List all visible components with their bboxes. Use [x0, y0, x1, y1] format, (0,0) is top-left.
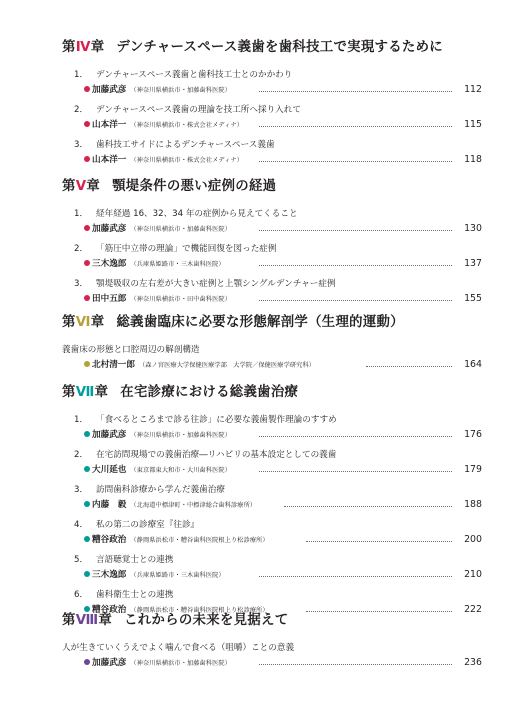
entry-title: 2． デンチャースペース義歯の理論を技工所へ採り入れて — [74, 105, 301, 115]
chapter-heading — [62, 383, 482, 403]
chapter-roman-numeral: Ⅴ — [75, 179, 87, 194]
dot-leader — [259, 471, 452, 472]
chapter-heading — [62, 177, 482, 197]
chapter-title: 在宅診療における総義歯治療 — [120, 385, 299, 400]
toc-entry[interactable] — [62, 208, 482, 243]
bullet-dot-icon — [84, 659, 90, 665]
chapter-title: デンチャースペース義歯を歯科技工で実現するために — [116, 40, 443, 55]
dot-leader — [259, 265, 452, 266]
chapter-title: 顎堤条件の悪い症例の経過 — [112, 179, 277, 194]
chapter-roman-numeral: Ⅵ — [75, 315, 91, 330]
page-number: 118 — [464, 154, 482, 165]
chapter-suffix: 章 — [90, 315, 105, 330]
toc-entry[interactable] — [62, 449, 482, 484]
author-affiliation: （森ノ宮医療大学保健医療学部 大学院／保健医療学研究科） — [138, 362, 316, 369]
bullet-dot-icon — [84, 361, 90, 367]
chapter-roman-numeral: Ⅶ — [75, 385, 95, 400]
entry-title: 1． 「食べるところまで診る往診」に必要な義歯製作理論のすすめ — [74, 415, 337, 425]
entry-title: 1． デンチャースペース義歯と歯科技工士とのかかわり — [74, 70, 293, 80]
entry-author-line — [84, 359, 482, 371]
entry-author-line — [84, 258, 482, 270]
chapter-prefix: 第 — [62, 385, 76, 400]
entry-author-line — [84, 464, 482, 476]
author-name: 山本洋一 — [92, 155, 127, 165]
entry-author-line — [84, 429, 482, 441]
entry-title: 2． 「筋圧中立帯の理論」で機能回復を図った症例 — [74, 244, 277, 254]
author-name: 加藤武彦 — [92, 658, 127, 668]
entry-title: 3． 歯科技工サイドによるデンチャースペース義歯 — [74, 140, 275, 150]
dot-leader — [259, 436, 452, 437]
dot-leader — [259, 230, 452, 231]
bullet-dot-icon — [84, 260, 90, 266]
author-affiliation: （神奈川県横浜市・株式会社メディナ） — [130, 157, 244, 164]
page-number: 115 — [464, 119, 482, 130]
chapter-8 — [62, 611, 482, 677]
toc-entry[interactable] — [62, 484, 482, 519]
toc-entry[interactable] — [62, 554, 482, 589]
author-name: 加藤武彦 — [92, 430, 127, 440]
page-number: 200 — [464, 534, 482, 545]
entry-author-line — [84, 569, 482, 581]
toc-entry[interactable] — [62, 642, 482, 677]
dot-leader — [284, 506, 452, 507]
author-affiliation: （神奈川県横浜市・株式会社メディナ） — [130, 122, 244, 129]
chapter-prefix: 第 — [62, 40, 76, 55]
author-affiliation: （神奈川県横浜市・加藤歯科医院） — [130, 660, 231, 667]
dot-leader — [259, 664, 452, 665]
page-number: 130 — [464, 223, 482, 234]
toc-entry[interactable] — [62, 69, 482, 104]
author-affiliation: （静岡県浜松市・糟谷歯科医院根上り松診療所） — [130, 537, 269, 544]
chapter-roman-numeral: Ⅳ — [75, 40, 91, 55]
dot-leader — [259, 300, 452, 301]
author-name: 加藤武彦 — [92, 224, 127, 234]
chapter-suffix: 章 — [98, 613, 113, 628]
entry-title: 5． 言語聴覚士との連携 — [74, 555, 174, 565]
dot-leader — [366, 366, 452, 367]
author-name: 三木逸郎 — [92, 570, 127, 580]
entry-author-line — [84, 499, 482, 511]
page-number: 176 — [464, 429, 482, 440]
dot-leader — [259, 126, 452, 127]
entry-author-line — [84, 119, 482, 131]
toc-entry[interactable] — [62, 278, 482, 313]
page-number: 179 — [464, 464, 482, 475]
toc-entry[interactable] — [62, 344, 482, 379]
bullet-dot-icon — [84, 121, 90, 127]
author-name: 北村清一郎 — [92, 360, 135, 370]
author-affiliation: （神奈川県横浜市・加藤歯科医院） — [130, 432, 231, 439]
chapter-heading — [62, 611, 482, 631]
bullet-dot-icon — [84, 571, 90, 577]
author-name: 糟谷政治 — [92, 605, 127, 615]
author-affiliation: （東京都東大和市・大川歯科医院） — [130, 467, 231, 474]
author-affiliation: （神奈川県横浜市・田中歯科医院） — [130, 296, 231, 303]
entry-author-line — [84, 84, 482, 96]
page-number: 188 — [464, 499, 482, 510]
chapter-heading — [62, 313, 482, 333]
author-name: 田中五郎 — [92, 294, 127, 304]
chapter-7 — [62, 383, 482, 624]
author-affiliation: （神奈川県横浜市・加藤歯科医院） — [130, 87, 231, 94]
entry-title: 義歯床の形態と口腔周辺の解剖構造 — [62, 345, 200, 355]
author-affiliation: （北海道中標津町・中標津総合歯科診療所） — [130, 502, 257, 509]
author-name: 三木逸郎 — [92, 259, 127, 269]
toc-entry[interactable] — [62, 139, 482, 174]
chapter-title: これからの未来を見据えて — [124, 613, 289, 628]
author-affiliation: （兵庫県姫路市・三木歯科医院） — [130, 572, 225, 579]
entry-author-line — [84, 534, 482, 546]
bullet-dot-icon — [84, 466, 90, 472]
author-affiliation: （兵庫県姫路市・三木歯科医院） — [130, 261, 225, 268]
chapter-prefix: 第 — [62, 315, 76, 330]
chapter-6 — [62, 313, 482, 379]
dot-leader — [306, 541, 452, 542]
page-number: 155 — [464, 293, 482, 304]
entry-title: 3． 訪問歯科診療から学んだ義歯治療 — [74, 485, 225, 495]
bullet-dot-icon — [84, 431, 90, 437]
entry-title: 4． 私の第二の診療室『往診』 — [74, 520, 200, 530]
author-name: 山本洋一 — [92, 120, 127, 130]
dot-leader — [259, 576, 452, 577]
chapter-heading — [62, 38, 482, 58]
entry-author-line — [84, 154, 482, 166]
page-number: 164 — [464, 359, 482, 370]
toc-entry[interactable] — [62, 519, 482, 554]
bullet-dot-icon — [84, 501, 90, 507]
chapter-title: 総義歯臨床に必要な形態解剖学（生理的運動） — [116, 315, 404, 330]
chapter-prefix: 第 — [62, 179, 76, 194]
page-number: 210 — [464, 569, 482, 580]
toc-entry[interactable] — [62, 104, 482, 139]
toc-entry[interactable] — [62, 243, 482, 278]
author-name: 内藤 毅 — [92, 500, 127, 510]
page-number: 236 — [464, 657, 482, 668]
bullet-dot-icon — [84, 86, 90, 92]
dot-leader — [259, 91, 452, 92]
entry-title: 2． 在宅訪問現場での義歯治療―リハビリの基本設定としての義歯 — [74, 450, 337, 460]
author-name: 糟谷政治 — [92, 535, 127, 545]
chapter-4 — [62, 38, 482, 174]
chapter-suffix: 章 — [86, 179, 101, 194]
entry-title: 6． 歯科衛生士との連携 — [74, 590, 174, 600]
author-name: 大川延也 — [92, 465, 127, 475]
entry-title: 3． 顎堤吸収の左右差が大きい症例と上顎シングルデンチャー症例 — [74, 279, 336, 289]
page-number: 137 — [464, 258, 482, 269]
page-number: 112 — [464, 84, 482, 95]
entry-title: 1． 経年経過 16、32、34 年の症例から見えてくること — [74, 209, 298, 219]
chapter-prefix: 第 — [62, 613, 76, 628]
bullet-dot-icon — [84, 295, 90, 301]
author-name: 加藤武彦 — [92, 85, 127, 95]
chapter-suffix: 章 — [90, 40, 105, 55]
entry-author-line — [84, 657, 482, 669]
author-affiliation: （静岡県浜松市・糟谷歯科医院根上り松診療所） — [130, 607, 269, 614]
bullet-dot-icon — [84, 225, 90, 231]
chapter-suffix: 章 — [94, 385, 109, 400]
entry-author-line — [84, 293, 482, 305]
author-affiliation: （神奈川県横浜市・加藤歯科医院） — [130, 226, 231, 233]
bullet-dot-icon — [84, 536, 90, 542]
chapter-roman-numeral: Ⅷ — [75, 613, 99, 628]
dot-leader — [259, 161, 452, 162]
page-number: 222 — [464, 604, 482, 615]
entry-title: 人が生きていくうえでよく噛んで食べる（咀嚼）ことの意義 — [62, 643, 295, 653]
bullet-dot-icon — [84, 156, 90, 162]
toc-entry[interactable] — [62, 414, 482, 449]
entry-author-line — [84, 223, 482, 235]
chapter-5 — [62, 177, 482, 313]
